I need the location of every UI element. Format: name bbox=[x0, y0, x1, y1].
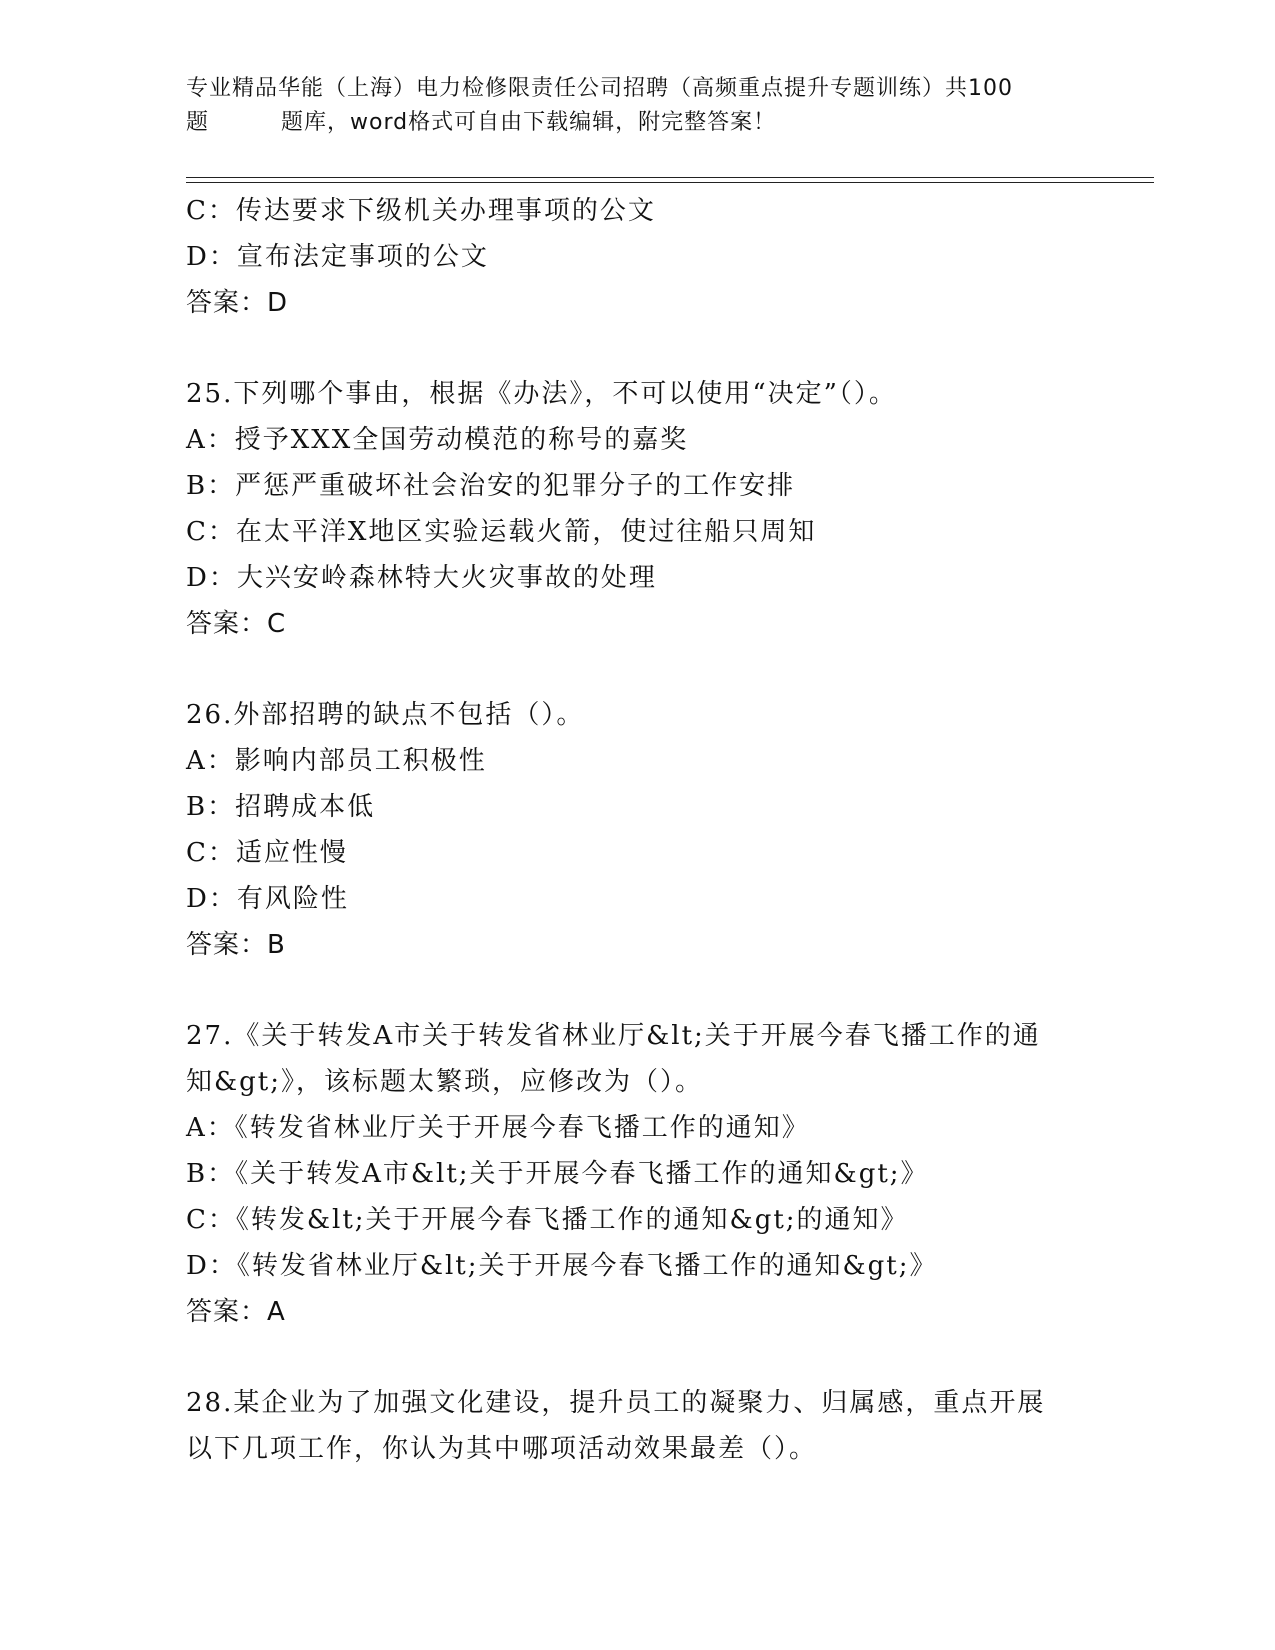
option-a: A：《转发省林业厅关于开展今春飞播工作的通知》 bbox=[186, 1113, 810, 1143]
answer: 答案：C bbox=[186, 609, 287, 639]
question-text: 26.外部招聘的缺点不包括（）。 bbox=[186, 700, 585, 730]
option-c: C：在太平洋X地区实验运载火箭，使过往船只周知 bbox=[186, 517, 817, 547]
option-a: A：影响内部员工积极性 bbox=[186, 746, 487, 776]
header-divider-top bbox=[186, 177, 1154, 178]
header-line-2-text: 题库，word格式可自由下载编辑，附完整答案！ bbox=[281, 110, 777, 135]
option-d: D：有风险性 bbox=[186, 884, 349, 914]
question-text-line-2: 以下几项工作，你认为其中哪项活动效果最差（）。 bbox=[186, 1434, 818, 1464]
question-27 bbox=[186, 1013, 1086, 1335]
header-line-1: 专业精品华能（上海）电力检修限责任公司招聘（高频重点提升专题训练）共100 bbox=[186, 76, 1013, 101]
question-28 bbox=[186, 1380, 1086, 1472]
option-d: D：《转发省林业厅&lt;关于开展今春飞播工作的通知&gt;》 bbox=[186, 1251, 938, 1281]
question-25 bbox=[186, 371, 1086, 647]
header-line-2-prefix: 题 bbox=[186, 110, 210, 135]
question-26 bbox=[186, 692, 1086, 968]
option-b: B：严惩严重破坏社会治安的犯罪分子的工作安排 bbox=[186, 471, 796, 501]
question-text-line-1: 28.某企业为了加强文化建设，提升员工的凝聚力、归属感，重点开展 bbox=[186, 1388, 1046, 1418]
question-text: 25.下列哪个事由，根据《办法》，不可以使用“决定”（）。 bbox=[186, 379, 897, 409]
page-header bbox=[186, 72, 1086, 140]
header-divider-bottom bbox=[186, 182, 1154, 183]
option-d: D：大兴安岭森林特大火灾事故的处理 bbox=[186, 563, 657, 593]
answer: 答案：B bbox=[186, 930, 286, 960]
option-c: C：适应性慢 bbox=[186, 838, 348, 868]
document-body bbox=[186, 188, 1086, 1472]
header-line-2 bbox=[186, 106, 1086, 140]
option-d: D：宣布法定事项的公文 bbox=[186, 242, 489, 272]
option-b: B：招聘成本低 bbox=[186, 792, 376, 822]
option-c: C：传达要求下级机关办理事项的公文 bbox=[186, 196, 656, 226]
option-a: A：授予XXX全国劳动模范的称号的嘉奖 bbox=[186, 425, 689, 455]
option-c: C：《转发&lt;关于开展今春飞播工作的通知&gt;的通知》 bbox=[186, 1205, 909, 1235]
answer: 答案：D bbox=[186, 288, 289, 318]
question-text-line-1: 27.《关于转发A市关于转发省林业厅&lt;关于开展今春飞播工作的通 bbox=[186, 1021, 1041, 1051]
option-b: B：《关于转发A市&lt;关于开展今春飞播工作的通知&gt;》 bbox=[186, 1159, 929, 1189]
answer: 答案：A bbox=[186, 1297, 286, 1327]
question-text-line-2: 知&gt;》，该标题太繁琐，应修改为（）。 bbox=[186, 1067, 703, 1097]
